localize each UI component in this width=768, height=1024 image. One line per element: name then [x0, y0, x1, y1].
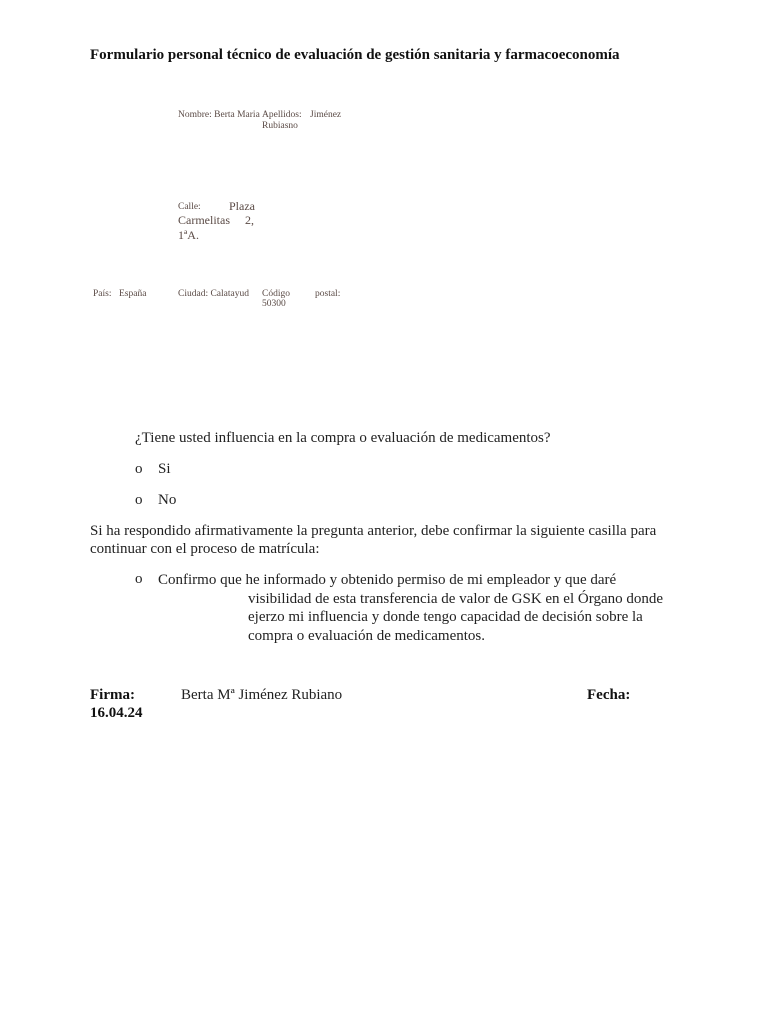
option-no-bullet[interactable]: o: [135, 492, 143, 508]
confirm-bullet[interactable]: o: [135, 571, 143, 587]
codigo-label: Código: [262, 289, 290, 299]
apellidos-value-first: Jiménez: [310, 110, 342, 120]
apellidos-value-second: Rubiasno: [262, 121, 298, 131]
postal-label: postal:: [315, 289, 341, 299]
confirm-statement[interactable]: [158, 571, 678, 645]
calle-value-number: 2,: [245, 213, 254, 227]
option-no-label[interactable]: No: [158, 492, 177, 508]
influence-question: ¿Tiene usted influencia en la compra o evaluación de medicamentos?: [135, 430, 551, 446]
option-si-label[interactable]: Si: [158, 461, 171, 477]
calle-label: Calle:: [178, 202, 201, 212]
calle-value-line1: Plaza: [229, 199, 255, 213]
apellidos-label: Apellidos:: [262, 110, 302, 120]
firma-label: Firma:: [90, 687, 135, 703]
confirm-line-2: visibilidad de esta transferencia de valor de GSK en el Órgano donde: [248, 590, 664, 607]
pais-label: País:: [93, 289, 112, 299]
fecha-label: Fecha:: [587, 687, 631, 703]
option-si-bullet[interactable]: o: [135, 461, 143, 477]
fecha-value: 16.04.24: [90, 705, 143, 721]
instructions-paragraph: Si ha respondido afirmativamente la pregunta anterior, debe confirmar la siguiente casilla para continuar con el proceso de matrícula:: [90, 523, 657, 557]
firma-value: Berta Mª Jiménez Rubiano: [181, 687, 343, 703]
nombre-field: [178, 110, 260, 121]
pais-value: España: [119, 289, 147, 299]
ciudad-field: [178, 289, 249, 300]
confirm-line-1: Confirmo que he informado y obtenido permiso de mi empleador y que daré: [158, 572, 617, 588]
confirm-line-4: compra o evaluación de medicamentos.: [248, 627, 485, 644]
ciudad-label: Ciudad:: [178, 289, 209, 299]
nombre-label: Nombre:: [178, 110, 212, 120]
confirm-line-3: ejerzo mi influencia y donde tengo capacidad de decisión sobre la: [248, 609, 643, 625]
nombre-value: Berta Maria: [214, 110, 260, 120]
form-title: Formulario personal técnico de evaluación de gestión sanitaria y farmacoeconomía: [90, 47, 620, 63]
codigo-value: 50300: [262, 299, 286, 309]
ciudad-value: Calatayud: [210, 289, 249, 299]
calle-value-line3: 1ªA.: [178, 228, 199, 242]
calle-value-line2: Carmelitas: [178, 213, 230, 227]
